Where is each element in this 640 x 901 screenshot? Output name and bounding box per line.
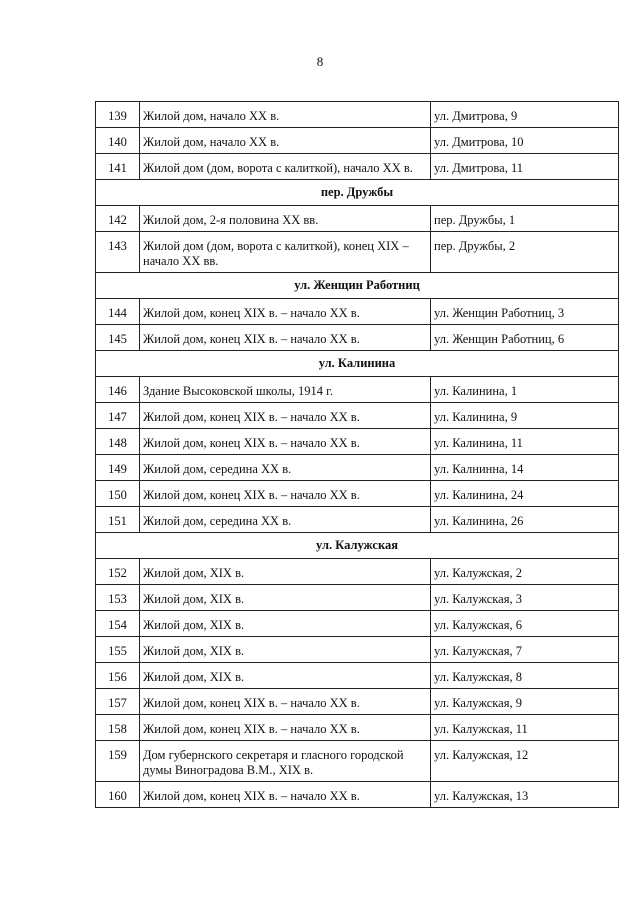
table-row (96, 481, 619, 507)
table-row (96, 611, 619, 637)
section-header-row (96, 273, 619, 299)
object-address: ул. Дмитрова, 9 (431, 102, 619, 128)
object-address: ул. Калужская, 2 (431, 559, 619, 585)
table-row (96, 154, 619, 180)
row-number: 139 (96, 102, 140, 128)
table-row (96, 663, 619, 689)
row-number: 153 (96, 585, 140, 611)
object-address: ул. Калужская, 8 (431, 663, 619, 689)
object-description: Здание Высоковской школы, 1914 г. (140, 377, 431, 403)
section-header-row (96, 180, 619, 206)
object-description: Жилой дом, конец XIX в. – начало XX в. (140, 715, 431, 741)
object-address: ул. Калужская, 11 (431, 715, 619, 741)
object-description: Жилой дом, конец XIX в. – начало XX в. (140, 403, 431, 429)
object-description: Жилой дом, конец XIX в. – начало XX в. (140, 299, 431, 325)
object-address: ул. Дмитрова, 10 (431, 128, 619, 154)
table-row (96, 689, 619, 715)
table-row (96, 403, 619, 429)
object-description: Жилой дом, XIX в. (140, 611, 431, 637)
object-description: Жилой дом (дом, ворота с калиткой), начало XX в. (140, 154, 431, 180)
section-title: ул. Калинина (96, 351, 619, 377)
object-address: ул. Калужская, 7 (431, 637, 619, 663)
object-address: ул. Калинина, 9 (431, 403, 619, 429)
object-address: ул. Калужская, 6 (431, 611, 619, 637)
object-description: Жилой дом, XIX в. (140, 559, 431, 585)
row-number: 154 (96, 611, 140, 637)
table-row (96, 128, 619, 154)
row-number: 145 (96, 325, 140, 351)
row-number: 143 (96, 232, 140, 273)
section-title: ул. Калужская (96, 533, 619, 559)
section-header-row (96, 533, 619, 559)
object-description: Дом губернского секретаря и гласного городской думы Виноградова В.М., XIX в. (140, 741, 431, 782)
row-number: 142 (96, 206, 140, 232)
object-address: пер. Дружбы, 1 (431, 206, 619, 232)
table-row (96, 782, 619, 808)
row-number: 157 (96, 689, 140, 715)
object-description: Жилой дом, XIX в. (140, 585, 431, 611)
object-address: пер. Дружбы, 2 (431, 232, 619, 273)
row-number: 149 (96, 455, 140, 481)
object-address: ул. Калинина, 1 (431, 377, 619, 403)
table-row (96, 102, 619, 128)
object-description: Жилой дом, 2-я половина XX вв. (140, 206, 431, 232)
table-row (96, 232, 619, 273)
table-row (96, 206, 619, 232)
object-description: Жилой дом, конец XIX в. – начало XX в. (140, 325, 431, 351)
table-row (96, 585, 619, 611)
object-description: Жилой дом, начало XX в. (140, 102, 431, 128)
table-row (96, 429, 619, 455)
object-address: ул. Калинина, 11 (431, 429, 619, 455)
object-address: ул. Калужская, 9 (431, 689, 619, 715)
object-address: ул. Женщин Работниц, 6 (431, 325, 619, 351)
object-description: Жилой дом, конец XIX в. – начало XX в. (140, 782, 431, 808)
object-address: ул. Калинина, 26 (431, 507, 619, 533)
heritage-table (95, 101, 619, 808)
row-number: 156 (96, 663, 140, 689)
row-number: 147 (96, 403, 140, 429)
table-row (96, 715, 619, 741)
row-number: 151 (96, 507, 140, 533)
row-number: 159 (96, 741, 140, 782)
row-number: 150 (96, 481, 140, 507)
row-number: 158 (96, 715, 140, 741)
table-row (96, 559, 619, 585)
object-description: Жилой дом, конец XIX в. – начало XX в. (140, 429, 431, 455)
object-description: Жилой дом, конец XIX в. – начало XX в. (140, 689, 431, 715)
object-address: ул. Калнинна, 14 (431, 455, 619, 481)
section-header-row (96, 351, 619, 377)
object-description: Жилой дом, XIX в. (140, 637, 431, 663)
row-number: 152 (96, 559, 140, 585)
row-number: 160 (96, 782, 140, 808)
object-description: Жилой дом, середина XX в. (140, 507, 431, 533)
table-row (96, 325, 619, 351)
object-description: Жилой дом, начало XX в. (140, 128, 431, 154)
row-number: 140 (96, 128, 140, 154)
table-row (96, 507, 619, 533)
row-number: 144 (96, 299, 140, 325)
table-row (96, 637, 619, 663)
object-address: ул. Калужская, 3 (431, 585, 619, 611)
row-number: 148 (96, 429, 140, 455)
section-title: пер. Дружбы (96, 180, 619, 206)
table-row (96, 377, 619, 403)
table-row (96, 299, 619, 325)
row-number: 155 (96, 637, 140, 663)
object-address: ул. Калужская, 13 (431, 782, 619, 808)
object-description: Жилой дом, середина XX в. (140, 455, 431, 481)
object-address: ул. Калужская, 12 (431, 741, 619, 782)
object-address: ул. Женщин Работниц, 3 (431, 299, 619, 325)
section-title: ул. Женщин Работниц (96, 273, 619, 299)
object-description: Жилой дом (дом, ворота с калиткой), конец XIX – начало XX вв. (140, 232, 431, 273)
table-row (96, 741, 619, 782)
page-number: 8 (316, 54, 324, 69)
object-description: Жилой дом, XIX в. (140, 663, 431, 689)
row-number: 146 (96, 377, 140, 403)
object-address: ул. Дмитрова, 11 (431, 154, 619, 180)
object-address: ул. Калинина, 24 (431, 481, 619, 507)
row-number: 141 (96, 154, 140, 180)
table-row (96, 455, 619, 481)
object-description: Жилой дом, конец XIX в. – начало XX в. (140, 481, 431, 507)
